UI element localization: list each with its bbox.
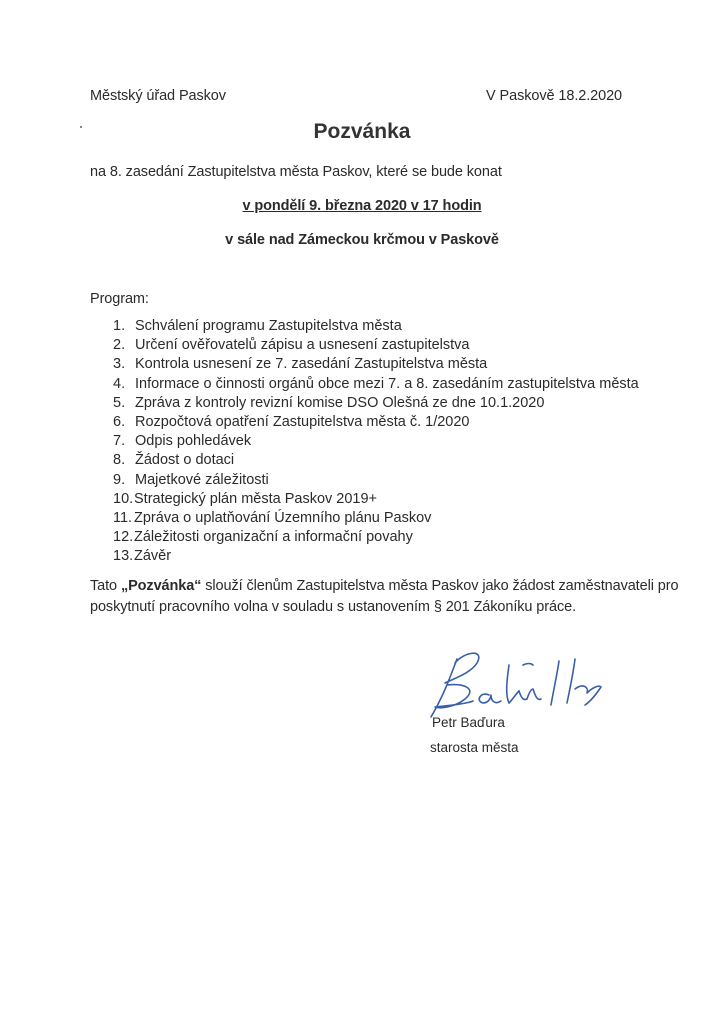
- program-item: [113, 547, 639, 566]
- place-and-date: V Paskově 18.2.2020: [486, 88, 622, 104]
- note-line2: poskytnutí pracovního volna v souladu s ustanovením § 201 Zákoníku práce.: [90, 599, 576, 615]
- program-item-number: 9.: [113, 471, 126, 488]
- program-label: Program:: [90, 291, 149, 307]
- program-item-number: 3.: [113, 356, 126, 373]
- program-item-text: Závěr: [134, 548, 172, 565]
- program-item: [113, 432, 639, 451]
- note-emphasis: „Pozvánka“: [120, 578, 202, 594]
- program-item: [113, 336, 639, 355]
- program-item-number: 10.: [113, 490, 134, 507]
- signer-name: Petr Baďura: [432, 715, 505, 730]
- program-item-text: Schválení programu Zastupitelstva města: [135, 318, 402, 334]
- program-item-number: 12.: [113, 529, 134, 546]
- program-item-text: Majetkové záležitosti: [135, 471, 269, 488]
- program-item: [113, 528, 639, 547]
- meeting-date: v pondělí 9. března 2020 v 17 hodin: [242, 198, 482, 214]
- issuer-name: Městský úřad Paskov: [90, 88, 226, 104]
- note-line1: slouží členům Zastupitelstva města Paskov jako žádost zaměstnavateli pro: [201, 578, 679, 594]
- program-item-number: 1.: [113, 318, 126, 334]
- program-item-number: 11.: [113, 509, 133, 526]
- program-item-text: Strategický plán města Paskov 2019+: [134, 490, 378, 507]
- signer-role: starosta města: [430, 740, 519, 755]
- program-item: [113, 451, 639, 470]
- program-item-text: Zpráva o uplatňování Územního plánu Paskov: [134, 509, 432, 526]
- document-title: Pozvánka: [313, 120, 411, 143]
- program-item-text: Zpráva z kontroly revizní komise DSO Olešná ze dne 10.1.2020: [135, 394, 545, 411]
- program-item: [113, 413, 639, 432]
- program-list: [113, 317, 639, 566]
- program-item: [113, 509, 639, 528]
- intro-text: na 8. zasedání Zastupitelstva města Paskov, které se bude konat: [90, 164, 502, 180]
- program-item: [113, 375, 639, 394]
- meeting-venue: v sále nad Zámeckou krčmou v Paskově: [225, 232, 499, 248]
- program-item: [113, 355, 639, 374]
- program-item-number: 5.: [113, 394, 126, 411]
- program-item-text: Žádost o dotaci: [135, 452, 235, 469]
- program-item-text: Záležitosti organizační a informační povahy: [134, 529, 413, 546]
- program-item-number: 2.: [113, 337, 126, 354]
- program-item-text: Rozpočtová opatření Zastupitelstva města č. 1/2020: [135, 413, 470, 430]
- program-item: [113, 490, 639, 509]
- program-item-number: 6.: [113, 413, 126, 430]
- program-item-number: 8.: [113, 452, 126, 469]
- program-item: [113, 471, 639, 490]
- program-item: [113, 317, 639, 336]
- note-prefix: Tato: [90, 578, 121, 594]
- signature-scribble: [425, 645, 640, 725]
- program-item-text: Kontrola usnesení ze 7. zasedání Zastupitelstva města: [135, 356, 488, 373]
- note-paragraph: [90, 576, 678, 618]
- program-item-text: Odpis pohledávek: [135, 433, 252, 450]
- program-item-number: 7.: [113, 433, 126, 450]
- program-item: [113, 394, 639, 413]
- program-item-number: 4.: [113, 375, 126, 392]
- program-item-number: 13.: [113, 548, 134, 565]
- program-item-text: Určení ověřovatelů zápisu a usnesení zastupitelstva: [135, 337, 470, 354]
- program-item-text: Informace o činnosti orgánů obce mezi 7. a 8. zasedáním zastupitelstva města: [135, 375, 639, 392]
